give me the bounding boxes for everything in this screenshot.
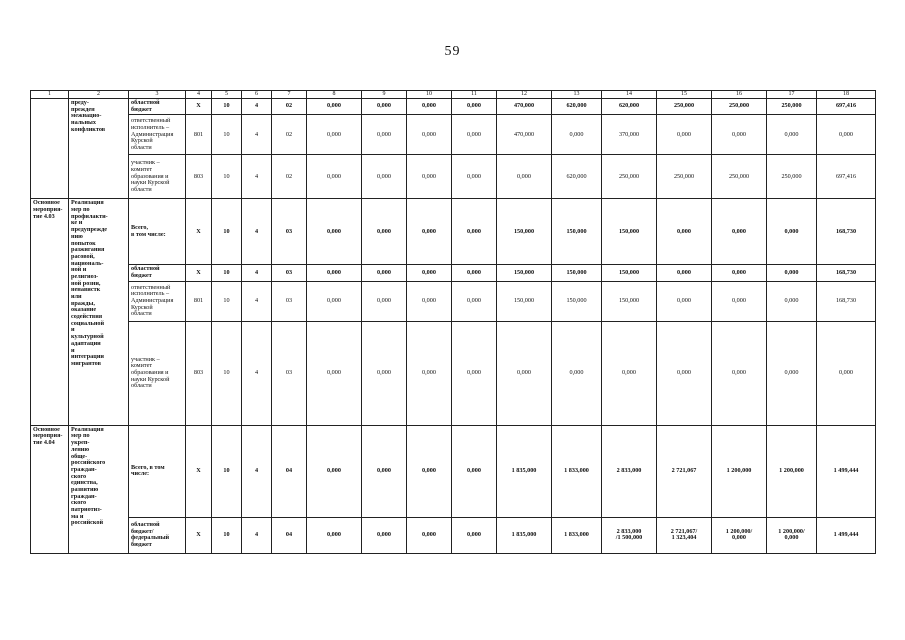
value-cell: 10: [212, 155, 242, 199]
value-cell: 1 835,000: [497, 517, 552, 553]
value-cell: 0,000: [657, 265, 712, 281]
value-cell: 0,000: [657, 199, 712, 265]
value-cell: 1 499,444: [817, 517, 876, 553]
value-cell: 0,000: [362, 199, 407, 265]
value-cell: 0,000: [362, 115, 407, 155]
value-cell: 0,000: [817, 321, 876, 425]
event-code-cell: Основное мероприя- тие 4.04: [31, 425, 69, 553]
value-cell: 250,000: [657, 155, 712, 199]
value-cell: 4: [242, 115, 272, 155]
table-row: [31, 425, 876, 517]
value-cell: 4: [242, 199, 272, 265]
value-cell: X: [186, 99, 212, 115]
value-cell: 03: [272, 321, 307, 425]
value-cell: 801: [186, 115, 212, 155]
value-cell: 2 833,000: [602, 425, 657, 517]
value-cell: 02: [272, 115, 307, 155]
value-cell: 470,000: [497, 115, 552, 155]
value-cell: 10: [212, 425, 242, 517]
value-cell: 168,730: [817, 265, 876, 281]
page-number: 59: [444, 44, 461, 59]
value-cell: 0,000: [712, 265, 767, 281]
value-cell: 0,000: [307, 115, 362, 155]
value-cell: 0,000: [657, 115, 712, 155]
value-cell: 0,000: [407, 155, 452, 199]
value-cell: 0,000: [307, 425, 362, 517]
value-cell: 10: [212, 115, 242, 155]
budget-table: [30, 90, 876, 554]
value-cell: 150,000: [602, 265, 657, 281]
value-cell: 0,000: [712, 199, 767, 265]
value-cell: 250,000: [767, 155, 817, 199]
value-cell: 0,000: [362, 517, 407, 553]
value-cell: 1 835,000: [497, 425, 552, 517]
value-cell: 0,000: [307, 265, 362, 281]
value-cell: 4: [242, 517, 272, 553]
value-cell: 0,000: [767, 281, 817, 321]
value-cell: 0,000: [767, 115, 817, 155]
header-cell: 9: [362, 91, 407, 99]
table-row: [31, 281, 876, 321]
value-cell: 0,000: [767, 265, 817, 281]
value-cell: 470,000: [497, 99, 552, 115]
value-cell: 10: [212, 265, 242, 281]
value-cell: 2 833,000 /1 500,000: [602, 517, 657, 553]
value-cell: 150,000: [497, 281, 552, 321]
header-cell: 13: [552, 91, 602, 99]
table-row: [31, 155, 876, 199]
funding-source-cell: областной бюджет: [129, 265, 186, 281]
value-cell: 150,000: [497, 265, 552, 281]
value-cell: 04: [272, 425, 307, 517]
header-cell: 2: [69, 91, 129, 99]
value-cell: 620,000: [552, 155, 602, 199]
value-cell: 1 499,444: [817, 425, 876, 517]
value-cell: 0,000: [407, 281, 452, 321]
table-row: [31, 265, 876, 281]
value-cell: 150,000: [602, 199, 657, 265]
value-cell: 250,000: [602, 155, 657, 199]
value-cell: 0,000: [767, 321, 817, 425]
table-row: [31, 321, 876, 425]
value-cell: 0,000: [307, 99, 362, 115]
value-cell: 03: [272, 281, 307, 321]
event-description-cell: преду- прежден межнацио- нальных конфликтов: [69, 99, 129, 199]
value-cell: 0,000: [407, 517, 452, 553]
value-cell: 0,000: [452, 199, 497, 265]
header-cell: 18: [817, 91, 876, 99]
funding-source-cell: Всего, в том числе:: [129, 199, 186, 265]
value-cell: 0,000: [817, 115, 876, 155]
value-cell: 0,000: [407, 265, 452, 281]
table-row: [31, 115, 876, 155]
value-cell: 0,000: [407, 115, 452, 155]
funding-source-cell: областной бюджет/ федеральный бюджет: [129, 517, 186, 553]
event-description-cell: Реализация мер по укреп- лению обще- российского граждан- ского единства, развитию граждан- ского патриотиз- ма и российской: [69, 425, 129, 553]
value-cell: 697,416: [817, 155, 876, 199]
value-cell: 0,000: [452, 99, 497, 115]
value-cell: 0,000: [552, 115, 602, 155]
funding-source-cell: ответственный исполнитель – Администрация Курской области: [129, 115, 186, 155]
header-cell: 8: [307, 91, 362, 99]
value-cell: 0,000: [362, 281, 407, 321]
value-cell: X: [186, 265, 212, 281]
value-cell: 0,000: [452, 265, 497, 281]
value-cell: 168,730: [817, 199, 876, 265]
value-cell: 4: [242, 425, 272, 517]
value-cell: 0,000: [307, 155, 362, 199]
header-cell: 1: [31, 91, 69, 99]
value-cell: 697,416: [817, 99, 876, 115]
event-code-cell: Основное мероприя- тие 4.03: [31, 199, 69, 425]
value-cell: 150,000: [602, 281, 657, 321]
value-cell: 150,000: [552, 199, 602, 265]
header-cell: 7: [272, 91, 307, 99]
value-cell: 803: [186, 155, 212, 199]
header-cell: 17: [767, 91, 817, 99]
funding-source-cell: участник – комитет образования и науки Курской области: [129, 155, 186, 199]
value-cell: 0,000: [602, 321, 657, 425]
header-row: [31, 91, 876, 99]
event-code-cell: [31, 99, 69, 199]
value-cell: 803: [186, 321, 212, 425]
value-cell: 0,000: [407, 199, 452, 265]
header-cell: 12: [497, 91, 552, 99]
header-cell: 10: [407, 91, 452, 99]
value-cell: 370,000: [602, 115, 657, 155]
value-cell: 0,000: [712, 321, 767, 425]
funding-source-cell: Всего, в том числе:: [129, 425, 186, 517]
value-cell: 1 833,000: [552, 517, 602, 553]
value-cell: 4: [242, 281, 272, 321]
value-cell: 150,000: [497, 199, 552, 265]
value-cell: 620,000: [602, 99, 657, 115]
value-cell: 0,000: [362, 321, 407, 425]
value-cell: 250,000: [712, 99, 767, 115]
value-cell: 0,000: [407, 99, 452, 115]
value-cell: 0,000: [767, 199, 817, 265]
value-cell: 2 721,067/ 1 323,404: [657, 517, 712, 553]
value-cell: 0,000: [362, 425, 407, 517]
value-cell: 10: [212, 199, 242, 265]
value-cell: 0,000: [362, 265, 407, 281]
header-cell: 4: [186, 91, 212, 99]
value-cell: X: [186, 199, 212, 265]
value-cell: 10: [212, 99, 242, 115]
value-cell: 0,000: [497, 155, 552, 199]
value-cell: 0,000: [552, 321, 602, 425]
value-cell: 03: [272, 265, 307, 281]
value-cell: 150,000: [552, 265, 602, 281]
header-cell: 6: [242, 91, 272, 99]
value-cell: 02: [272, 155, 307, 199]
value-cell: 620,000: [552, 99, 602, 115]
value-cell: 10: [212, 321, 242, 425]
value-cell: 04: [272, 517, 307, 553]
value-cell: 0,000: [452, 517, 497, 553]
value-cell: 250,000: [657, 99, 712, 115]
value-cell: 168,730: [817, 281, 876, 321]
value-cell: 10: [212, 517, 242, 553]
value-cell: 0,000: [452, 155, 497, 199]
value-cell: 1 200,000/ 0,000: [712, 517, 767, 553]
value-cell: 0,000: [452, 425, 497, 517]
value-cell: 03: [272, 199, 307, 265]
value-cell: 4: [242, 321, 272, 425]
value-cell: 801: [186, 281, 212, 321]
event-description-cell: Реализация мер по профилакти- ке и предупрежде нию попыток разжигания расовой, националь- ной и религиоз- ной розни, ненавистк или вражды, оказание содействия социальной и культурной адаптации и интеграции мигрантов: [69, 199, 129, 425]
value-cell: 250,000: [767, 99, 817, 115]
header-cell: 5: [212, 91, 242, 99]
value-cell: 4: [242, 99, 272, 115]
value-cell: 0,000: [307, 517, 362, 553]
table-row: [31, 99, 876, 115]
value-cell: 150,000: [552, 281, 602, 321]
value-cell: 0,000: [362, 99, 407, 115]
budget-table-wrapper: [30, 90, 876, 554]
table-row: [31, 517, 876, 553]
header-cell: 16: [712, 91, 767, 99]
value-cell: 0,000: [452, 115, 497, 155]
value-cell: 0,000: [712, 115, 767, 155]
value-cell: 02: [272, 99, 307, 115]
value-cell: 4: [242, 265, 272, 281]
value-cell: 4: [242, 155, 272, 199]
funding-source-cell: областной бюджет: [129, 99, 186, 115]
value-cell: 0,000: [657, 281, 712, 321]
value-cell: X: [186, 517, 212, 553]
value-cell: 0,000: [362, 155, 407, 199]
value-cell: 1 200,000/ 0,000: [767, 517, 817, 553]
value-cell: 0,000: [407, 321, 452, 425]
header-cell: 15: [657, 91, 712, 99]
value-cell: 1 200,000: [767, 425, 817, 517]
header-cell: 3: [129, 91, 186, 99]
funding-source-cell: участник – комитет образования и науки Курской области: [129, 321, 186, 425]
value-cell: 0,000: [452, 321, 497, 425]
value-cell: 0,000: [712, 281, 767, 321]
value-cell: 0,000: [452, 281, 497, 321]
value-cell: 2 721,067: [657, 425, 712, 517]
value-cell: 0,000: [307, 199, 362, 265]
value-cell: 0,000: [657, 321, 712, 425]
value-cell: 1 833,000: [552, 425, 602, 517]
header-cell: 14: [602, 91, 657, 99]
value-cell: 250,000: [712, 155, 767, 199]
header-cell: 11: [452, 91, 497, 99]
funding-source-cell: ответственный исполнитель – Администрация Курской области: [129, 281, 186, 321]
value-cell: X: [186, 425, 212, 517]
value-cell: 10: [212, 281, 242, 321]
value-cell: 0,000: [307, 281, 362, 321]
value-cell: 0,000: [497, 321, 552, 425]
table-row: [31, 199, 876, 265]
value-cell: 0,000: [407, 425, 452, 517]
value-cell: 1 200,000: [712, 425, 767, 517]
value-cell: 0,000: [307, 321, 362, 425]
